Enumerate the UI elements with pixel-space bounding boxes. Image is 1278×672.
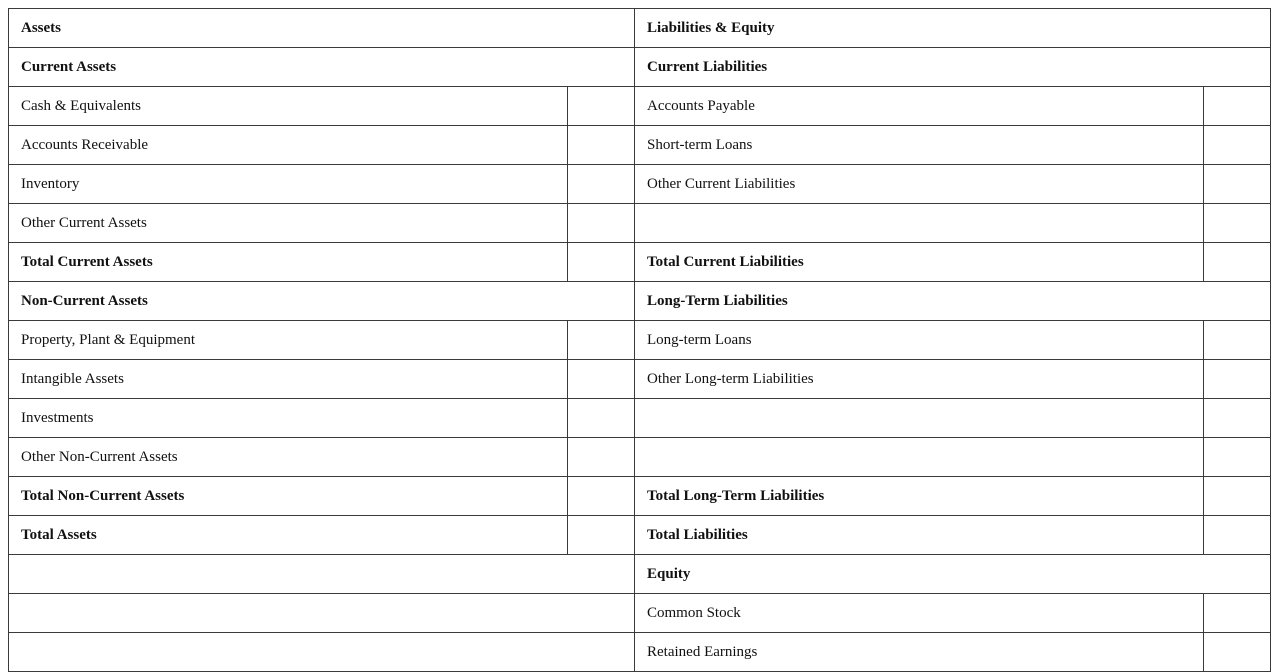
right-label-other-long-term-liabilities: Other Long-term Liabilities: [635, 360, 1204, 399]
right-value-cell[interactable]: [1204, 438, 1271, 477]
right-value-cell[interactable]: [1204, 165, 1271, 204]
left-label-total-assets: Total Assets: [9, 516, 568, 555]
table-row: [9, 633, 1271, 672]
left-heading-current-assets: Current Assets: [9, 48, 635, 87]
left-label-investments: Investments: [9, 399, 568, 438]
right-value-cell[interactable]: [1204, 126, 1271, 165]
right-label-empty[interactable]: [635, 438, 1204, 477]
right-label-empty[interactable]: [635, 399, 1204, 438]
balance-sheet-table: [8, 8, 1271, 672]
left-value-cell[interactable]: [568, 165, 635, 204]
right-value-cell[interactable]: [1204, 321, 1271, 360]
left-value-cell[interactable]: [568, 126, 635, 165]
table-row: [9, 594, 1271, 633]
right-value-cell[interactable]: [1204, 399, 1271, 438]
left-heading-non-current-assets: Non-Current Assets: [9, 282, 635, 321]
right-label-short-term-loans: Short-term Loans: [635, 126, 1204, 165]
left-heading-empty[interactable]: [9, 594, 635, 633]
right-heading-long-term-liabilities: Long-Term Liabilities: [635, 282, 1271, 321]
right-value-cell[interactable]: [1204, 360, 1271, 399]
left-value-cell[interactable]: [568, 438, 635, 477]
left-label-total-current-assets: Total Current Assets: [9, 243, 568, 282]
right-value-cell[interactable]: [1204, 204, 1271, 243]
table-row: [9, 165, 1271, 204]
left-value-cell[interactable]: [568, 516, 635, 555]
table-row: [9, 48, 1271, 87]
right-value-cell[interactable]: [1204, 594, 1271, 633]
left-value-cell[interactable]: [568, 321, 635, 360]
table-row: [9, 555, 1271, 594]
left-label-accounts-receivable: Accounts Receivable: [9, 126, 568, 165]
table-row: [9, 87, 1271, 126]
right-label-total-current-liabilities: Total Current Liabilities: [635, 243, 1204, 282]
right-heading-current-liabilities: Current Liabilities: [635, 48, 1271, 87]
left-heading-empty[interactable]: [9, 633, 635, 672]
right-value-cell[interactable]: [1204, 243, 1271, 282]
right-label-other-current-liabilities: Other Current Liabilities: [635, 165, 1204, 204]
right-label-total-liabilities: Total Liabilities: [635, 516, 1204, 555]
right-value-cell[interactable]: [1204, 516, 1271, 555]
left-label-property-plant-and-equipment: Property, Plant & Equipment: [9, 321, 568, 360]
left-value-cell[interactable]: [568, 399, 635, 438]
right-heading-liabilities-and-equity: Liabilities & Equity: [635, 9, 1271, 48]
table-row: [9, 516, 1271, 555]
left-heading-assets: Assets: [9, 9, 635, 48]
left-value-cell[interactable]: [568, 477, 635, 516]
left-label-other-non-current-assets: Other Non-Current Assets: [9, 438, 568, 477]
right-heading-equity: Equity: [635, 555, 1271, 594]
left-label-inventory: Inventory: [9, 165, 568, 204]
right-label-long-term-loans: Long-term Loans: [635, 321, 1204, 360]
right-value-cell[interactable]: [1204, 633, 1271, 672]
left-label-intangible-assets: Intangible Assets: [9, 360, 568, 399]
right-label-retained-earnings: Retained Earnings: [635, 633, 1204, 672]
table-row: [9, 477, 1271, 516]
table-row: [9, 243, 1271, 282]
left-label-total-non-current-assets: Total Non-Current Assets: [9, 477, 568, 516]
right-label-common-stock: Common Stock: [635, 594, 1204, 633]
right-label-accounts-payable: Accounts Payable: [635, 87, 1204, 126]
left-label-cash-and-equivalents: Cash & Equivalents: [9, 87, 568, 126]
table-row: [9, 321, 1271, 360]
left-value-cell[interactable]: [568, 243, 635, 282]
table-row: [9, 399, 1271, 438]
table-row: [9, 204, 1271, 243]
table-row: [9, 438, 1271, 477]
left-value-cell[interactable]: [568, 360, 635, 399]
right-value-cell[interactable]: [1204, 87, 1271, 126]
left-heading-empty[interactable]: [9, 555, 635, 594]
table-row: [9, 126, 1271, 165]
table-row: [9, 360, 1271, 399]
right-label-total-long-term-liabilities: Total Long-Term Liabilities: [635, 477, 1204, 516]
table-row: [9, 282, 1271, 321]
left-value-cell[interactable]: [568, 87, 635, 126]
left-value-cell[interactable]: [568, 204, 635, 243]
right-label-empty[interactable]: [635, 204, 1204, 243]
right-value-cell[interactable]: [1204, 477, 1271, 516]
table-row: [9, 9, 1271, 48]
left-label-other-current-assets: Other Current Assets: [9, 204, 568, 243]
